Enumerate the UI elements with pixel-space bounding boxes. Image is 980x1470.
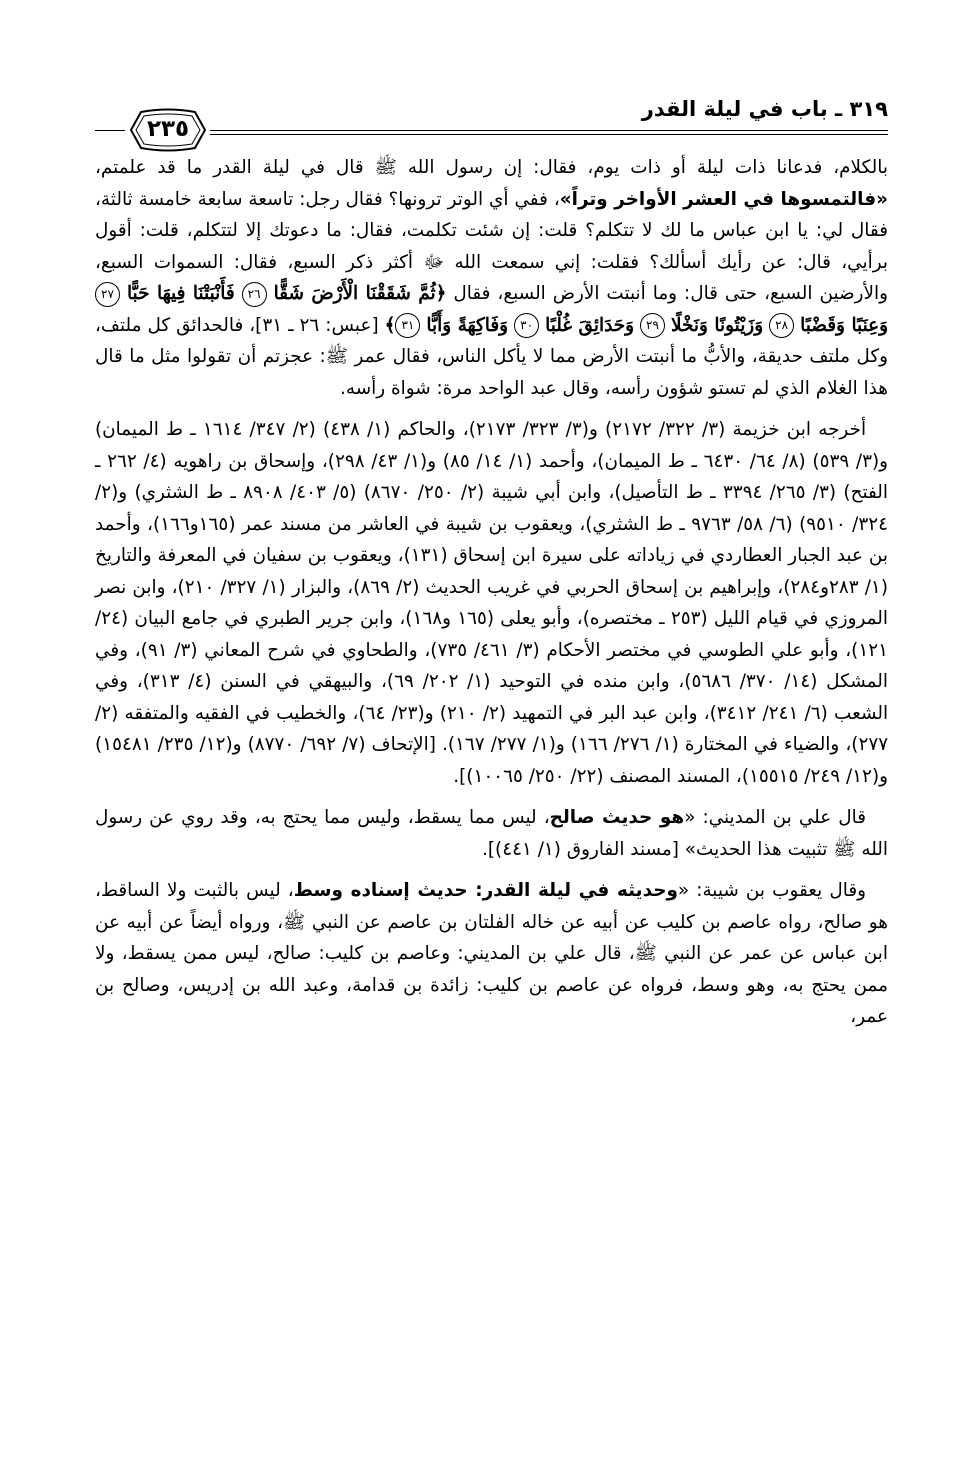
text-run: أخرجه ابن خزيمة (٣/ ٣٢٢/ ٢١٧٢) و(٣/ ٣٢٣/ ٢١٧٣)، والحاكم (١/ ٤٣٨) (٢/ ٣٤٧/ ١٦١٤ ـ ط الميمان) و(٣/ ٥٣٩) (٨/ ٦٤/ ٦٤٣٠ ـ ط الميمان)، وأحمد (١/ ١٤/ ٨٥) و(١/ ٤٣/ ٢٩٨)، وإسحاق بن راهويه (٤/ ٢٦٢ ـ الفتح) (٣/ ٢٦٥/ ٣٣٩٤ ـ ط التأصيل)، وابن أبي شيبة (٢/ ٢٥٠/ ٨٦٧٠) (٥/ ٤٠٣/ ٨٩٠٨ ـ ط الشثري) و(٢/ ٣٢٤/ ٩٥١٠) (٦/ ٥٨/ ٩٧٦٣ ـ ط الشثري)، ويعقوب بن شيبة في العاشر من مسند عمر (١٦٥و١٦٦)، وأحمد بن عبد الجبار العطاردي في زياداته على سيرة ابن إسحاق (١٣١)، ويعقوب بن سفيان في المعرفة والتاريخ (١/ ٢٨٣و٢٨٤)، وإبراهيم بن إسحاق الحربي في غريب الحديث (٢/ ٨٦٩)، والبزار (١/ ٣٢٧/ ٢١٠)، وابن نصر المروزي في قيام الليل (٢٥٣ ـ مختصره)، وأبو يعلى (١٦٥ و١٦٨)، وابن جرير الطبري في جامع البيان (٢٤/ ١٢١)، وأبو علي الطوسي في مختصر الأحكام (٣/ ٤٦١/ ٧٣٥)، والطحاوي في شرح المعاني (٣/ ٩١)، وفي المشكل (١٤/ ٣٧٠/ ٥٦٨٦)، وابن منده في التوحيد (١/ ٢٠٢/ ٦٩)، والبيهقي في السنن (٤/ ٣١٣)، وفي الشعب (٦/ ٢٤١/ ٣٤١٢)، وابن عبد البر في التمهيد (٢/ ٢١٠) و(٢٣/ ٦٤)، والخطيب في الفقيه والمتفقه (٢/ ٢٧٧)، والضياء في المختارة (١/ ٢٧٦/ ١٦٦) و(١/ ٢٧٧/ ١٦٧). [الإتحاف (٧/ ٦٩٢/ ٨٧٧٠) و(١٢/ ٢٣٥/ ١٥٤٨١) و(١٢/ ٢٤٩/ ١٥٥١٥)، المسند المصنف (٢٢/ ٢٥٠/ ١٠٠٦٥)]. (95, 419, 889, 787)
text-run: [عبس: ٢٦ ـ ٣١]، فالحدائق كل ملتف، وكل ملتف حديقة، والأبُّ ما أنبتت الأرض مما لا يأكل الناس، فقال عمر ﷺ: عجزتم أن تقولوا مثل ما قال هذا الغلام الذي لم تستو شؤون رأسه، وقال عبد الواحد مرة: شواة رأسه. (95, 314, 888, 399)
text-run: قال علي بن المديني: « (684, 807, 866, 828)
verse-number-marker: ٢٩ (640, 313, 665, 338)
hadith-paragraph (95, 152, 888, 404)
header-rule-thin (210, 134, 888, 135)
verse-number-marker: ٢٧ (95, 282, 120, 307)
text-run: ، ليس مما يسقط، وليس مما يحتج به، وقد روي عن رسول الله ﷺ تثبيت هذا الحديث» [مسند الفاروق (١/ ٤٤١)]. (95, 807, 888, 860)
quran-verse-text: ﴿ثُمَّ شَقَقْنَا الْأَرْضَ شَقًّا (273, 283, 447, 304)
ibn-madini-paragraph (95, 802, 888, 865)
yaqub-paragraph (95, 875, 888, 1033)
page-body (95, 152, 888, 1033)
verse-number-marker: ٢٦ (242, 282, 267, 307)
verse-number-marker: ٢٨ (769, 313, 794, 338)
text-run: بالكلام، فدعانا ذات ليلة أو ذات يوم، فقال: إن رسول الله ﷺ قال في ليلة القدر ما قد علمتم، (95, 157, 888, 178)
hadith-quote-bold: «فالتمسوها في العشر الأواخر وتراً» (559, 188, 888, 210)
quran-verse-text: وَحَدَائِقَ غُلْبًا (545, 314, 634, 336)
quran-verse-text: وَعِنَبًا وَقَضْبًا (800, 314, 888, 336)
text-run: ، ففي أي الوتر ترونها؟ فقال رجل: تاسعة سابعة خامسة ثالثة، فقال لي: يا ابن عباس ما لك لا تتكلم؟ قلت: إن شئت تكلمت، فقال: ما دعوتك إلا لتتكلم، قلت: أقول برأيي، قال: عن رأيك أسألك؟ فقلت: إني سمعت الله ﷻ أكثر ذكر السبع، فقال: السموات السبع، والأرضين السبع، حتى قال: وما أنبتت الأرض السبع، فقال (95, 188, 888, 304)
quran-verse-text: فَأَنْبَتْنَا فِيهَا حَبًّا (126, 283, 235, 304)
quran-bracket: ﴾ (384, 314, 396, 336)
verdict-bold: وحديثه في ليلة القدر: حديث إسناده وسط (293, 880, 678, 901)
quran-verse-text: وَزَيْتُونًا وَنَخْلًا (671, 314, 764, 336)
text-run: وقال يعقوب بن شيبة: « (677, 880, 867, 901)
running-title: ٣١٩ ـ باب في ليلة القدر (641, 97, 888, 121)
verse-number-marker: ٣٠ (514, 313, 539, 338)
header-rule-left (95, 130, 125, 131)
page-number: ٢٣٥ (146, 116, 190, 142)
verdict-bold: هو حديث صالح (549, 807, 685, 828)
page-number-badge (127, 106, 209, 154)
page-header (95, 92, 888, 154)
verse-number-marker: ٣١ (395, 313, 420, 338)
takhrij-paragraph (95, 414, 888, 792)
header-rule (210, 130, 888, 131)
text-run: ، ليس بالثبت ولا الساقط، هو صالح، رواه عاصم بن كليب عن أبيه عن خاله الفلتان بن عاصم عن النبي ﷺ، ورواه أيضاً عن أبيه عن ابن عباس عن عمر عن النبي ﷺ، قال علي بن المديني: وعاصم بن كليب: صالح، ليس ممن يسقط، ولا ممن يحتج به، وهو وسط، فرواه عن عاصم بن كليب: زائدة بن قدامة، وعبد الله بن إدريس، وصالح بن عمر، (95, 880, 888, 1027)
quran-verse-text: وَفَاكِهَةً وَأَبًّا (426, 314, 509, 336)
